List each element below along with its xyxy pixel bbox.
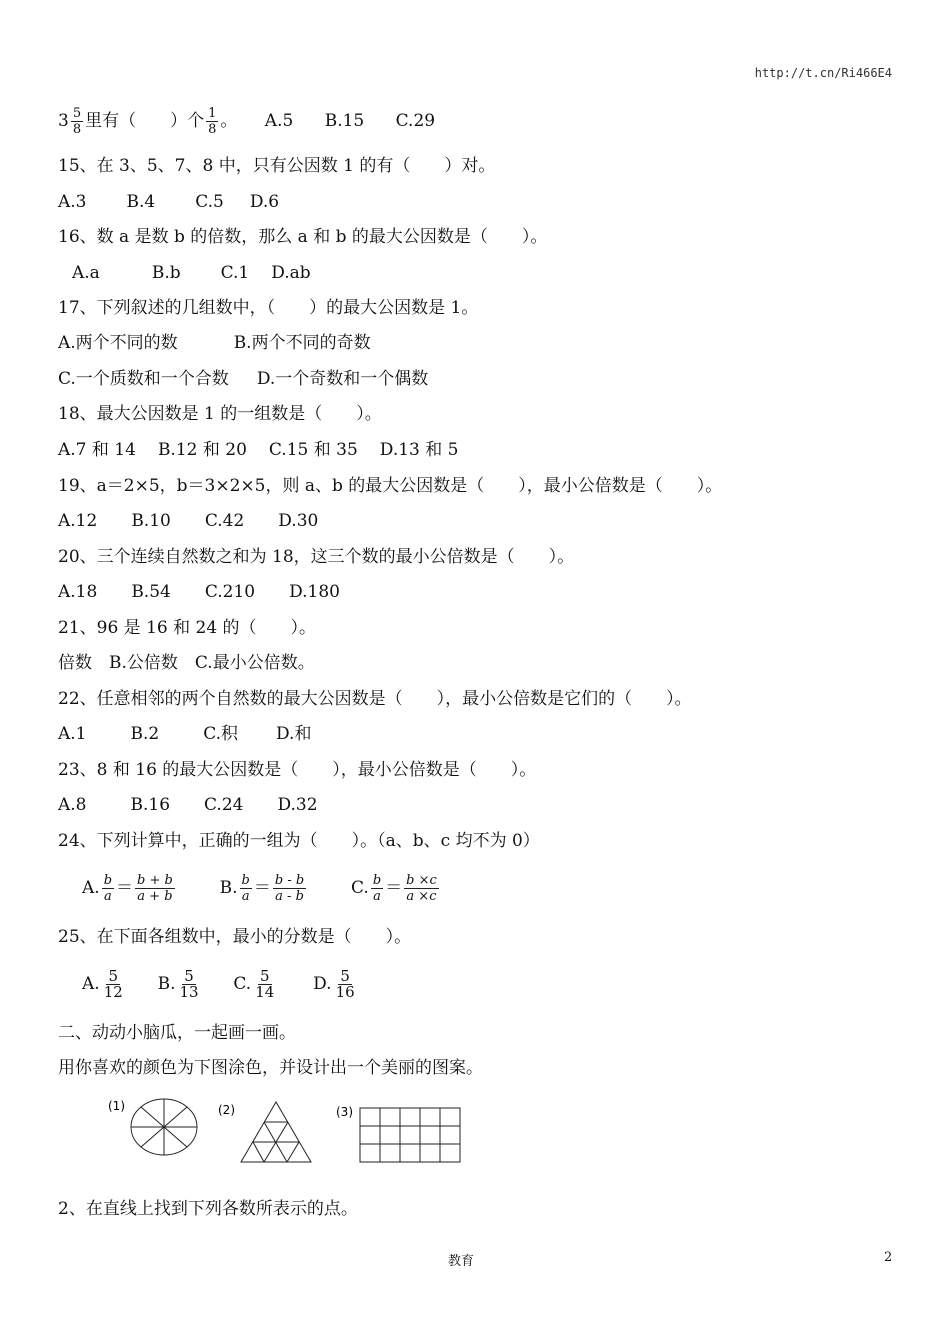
q22-options: A.1 B.2 C.积 D.和: [58, 724, 312, 744]
q21-options: 倍数 B.公倍数 C.最小公倍数。: [58, 653, 315, 673]
fig-3-label: (3): [336, 1105, 353, 1119]
footer-label: 教育: [448, 1254, 475, 1269]
q23-options: A.8 B.16 C.24 D.32: [58, 795, 318, 815]
page-number: 2: [884, 1250, 893, 1265]
q21-text: 21、96 是 16 和 24 的（ ）。: [58, 618, 317, 638]
q14-option-a: A.5: [264, 111, 294, 131]
q16-text: 16、数 a 是数 b 的倍数，那么 a 和 b 的最大公因数是（ ）。: [58, 227, 548, 247]
q20-options: A.18 B.54 C.210 D.180: [58, 582, 340, 602]
fig-2-triangle-grid: [241, 1102, 311, 1162]
q23-text: 23、8 和 16 的最大公因数是（ ），最小公倍数是（ ）。: [58, 760, 537, 780]
section2-instruction: 用你喜欢的颜色为下图涂色，并设计出一个美丽的图案。: [58, 1058, 483, 1078]
q25-text: 25、在下面各组数中，最小的分数是（ ）。: [58, 927, 412, 947]
q14-option-b: B.15: [324, 111, 365, 131]
q22-text: 22、任意相邻的两个自然数的最大公因数是（ ），最小公倍数是它们的（ ）。: [58, 689, 692, 709]
q25-option-a: A. $\frac{5}{12}$: [82, 967, 123, 1001]
q24-option-a: A. $\frac{b}{a}$ ＝ $\frac{b + b}{a + b}$: [82, 873, 173, 904]
q14-option-c: C.29: [395, 111, 436, 131]
q2-text: 2、在直线上找到下列各数所表示的点。: [58, 1199, 358, 1219]
q24-option-c: C. $\frac{b}{a}$ ＝ $\frac{b \times c}{a \times c}$: [351, 873, 437, 904]
q14-line: 3 $\frac{5}{8}$ 里有（ ）个 $\frac{1}{8}$ 。 A.5 B.15 C.29: [58, 106, 436, 137]
fig-1-divided-circle: [131, 1099, 197, 1155]
q25-option-c: C. $\frac{5}{14}$: [233, 967, 275, 1001]
fig-1-label: (1): [108, 1099, 125, 1113]
fig-3-square-grid: [360, 1108, 460, 1162]
q14-mid: 里有（ ）个: [85, 111, 205, 131]
section2-title: 二、动动小脑瓜，一起画一画。: [58, 1023, 296, 1043]
q15-text: 15、在 3、5、7、8 中，只有公因数 1 的有（ ）对。: [58, 156, 496, 176]
q20-text: 20、三个连续自然数之和为 18，这三个数的最小公倍数是（ ）。: [58, 547, 575, 567]
q17-options-ab: A.两个不同的数 B.两个不同的奇数: [58, 333, 371, 353]
q25-option-b: B. $\frac{5}{13}$: [157, 967, 199, 1001]
q24-option-b: B. $\frac{b}{a}$ ＝ $\frac{b - b}{a - b}$: [219, 873, 305, 904]
q25-options: [82, 962, 359, 1006]
q19-text: 19、a＝2×5，b＝3×2×5，则 a、b 的最大公因数是（ ），最小公倍数是（ ）。: [58, 476, 723, 496]
q14-fraction: $\frac{5}{8}$: [72, 106, 82, 137]
q24-text: 24、下列计算中，正确的一组为（ ）。（a、b、c 均不为 0）: [58, 831, 540, 851]
q14-fraction-2: $\frac{1}{8}$: [208, 106, 217, 137]
q17-text: 17、下列叙述的几组数中，（ ）的最大公因数是 1。: [58, 298, 479, 318]
coloring-figures: [100, 1090, 470, 1170]
q24-options: [82, 866, 441, 910]
q18-options: A.7 和 14 B.12 和 20 C.15 和 35 D.13 和 5: [58, 440, 459, 460]
q16-options: A.a B.b C.1 D.ab: [72, 263, 311, 283]
q19-options: A.12 B.10 C.42 D.30: [58, 511, 319, 531]
q18-text: 18、最大公因数是 1 的一组数是（ ）。: [58, 404, 382, 424]
q25-option-d: D. $\frac{5}{16}$: [313, 967, 355, 1001]
header-url: http://t.cn/Ri466E4: [754, 66, 892, 80]
q15-options: A.3 B.4 C.5 D.6: [58, 192, 280, 212]
q14-whole: 3: [58, 111, 69, 131]
fig-2-label: (2): [218, 1103, 235, 1117]
q17-options-cd: C.一个质数和一个合数 D.一个奇数和一个偶数: [58, 369, 429, 389]
